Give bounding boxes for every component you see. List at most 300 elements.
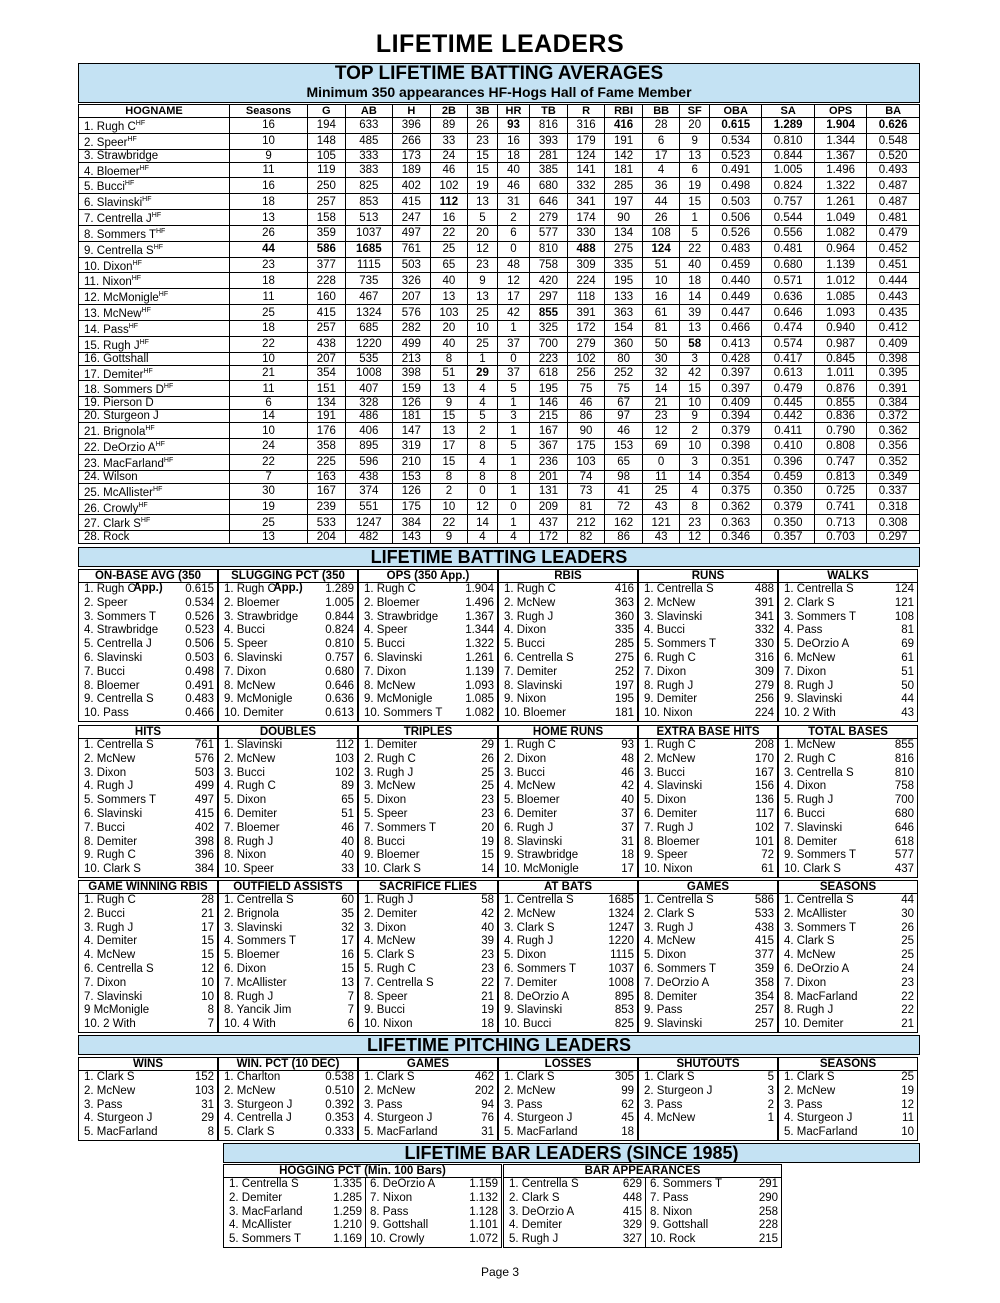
leader-row [639, 753, 777, 767]
stat-cell: 0.459 [710, 257, 762, 273]
leader-value: 10 [201, 990, 214, 1003]
stat-cell: 102 [567, 352, 605, 365]
column-header: RBI [605, 105, 643, 118]
leader-value: 10 [201, 976, 214, 989]
leader-value: 257 [754, 1018, 774, 1031]
leader-value: 291 [758, 1178, 778, 1190]
leader-value: 42 [621, 780, 634, 793]
leader-value: 121 [894, 596, 914, 609]
stat-cell: 0.391 [867, 381, 920, 397]
page-title: LIFETIME LEADERS [375, 30, 625, 58]
leader-row [504, 1178, 781, 1192]
stat-cell: 1.049 [814, 210, 866, 226]
leader-value: 40 [341, 849, 354, 862]
stat-cell: 467 [345, 289, 393, 305]
leader-row [219, 652, 357, 666]
leader-value: 15 [341, 962, 354, 975]
stat-cell: 181 [393, 410, 431, 423]
leader-name: 10. Clark S [784, 863, 841, 876]
hall-of-fame-mark: HF [151, 212, 162, 220]
leader-row [499, 780, 637, 794]
stat-cell: 201 [530, 470, 568, 483]
leader-value: 21 [481, 990, 494, 1003]
leader-name: 10. 4 With [224, 1018, 276, 1031]
leader-value: 202 [474, 1084, 494, 1097]
leader-block [778, 569, 918, 722]
leader-row [79, 739, 217, 753]
column-header: OBA [710, 105, 762, 118]
stat-cell: 42 [680, 365, 710, 381]
leader-value: 3 [767, 1084, 774, 1097]
stat-cell: 1 [497, 320, 529, 336]
stat-cell: 124 [567, 149, 605, 162]
stat-cell: 535 [345, 352, 393, 365]
leader-value: 224 [754, 707, 774, 720]
leader-name: 8. Pass [365, 1206, 457, 1220]
leader-row [504, 1192, 781, 1206]
leader-name: 3. Pass [784, 1098, 823, 1111]
stat-cell: 10 [230, 352, 308, 365]
leader-block [638, 1057, 778, 1141]
stat-cell: 11 [230, 381, 308, 397]
leader-value: 15 [201, 949, 214, 962]
leader-list [78, 738, 218, 878]
leader-name: 1. Centrella S [229, 1178, 299, 1190]
leader-row [639, 922, 777, 936]
leader-value: 0.392 [325, 1098, 354, 1111]
player-name: 4. Bloemer [84, 165, 140, 178]
stat-cell: 22 [430, 515, 468, 531]
leader-block-title: GAMES [358, 1057, 498, 1070]
stat-cell: 266 [393, 133, 431, 149]
leader-name: 10. Rock [645, 1233, 737, 1247]
leader-name: 6. Dixon [224, 962, 267, 975]
leader-list [498, 582, 638, 722]
stat-cell: 485 [345, 133, 393, 149]
leader-value: 0.646 [325, 679, 354, 692]
stat-cell: 1.496 [814, 162, 866, 178]
stat-cell: 112 [430, 194, 468, 210]
leader-value: 0.526 [185, 610, 214, 623]
batting-avg-table [78, 104, 920, 544]
leader-name: 5. Dixon [364, 794, 407, 807]
leader-name: 1. Rugh C [364, 583, 416, 595]
stat-cell: 13 [680, 320, 710, 336]
leader-name: 5. Bloemer [504, 794, 560, 807]
stat-cell: 1 [497, 483, 529, 499]
leader-value: 629 [622, 1178, 642, 1190]
leader-name: 8. Rugh J [784, 679, 834, 692]
table-row [79, 423, 920, 439]
leader-row [779, 808, 917, 822]
leader-row [499, 836, 637, 850]
table-row [79, 273, 920, 289]
stat-cell: 22 [430, 225, 468, 241]
stat-cell: 0.363 [710, 515, 762, 531]
stat-cell: 551 [345, 499, 393, 515]
stat-cell: 5 [680, 225, 710, 241]
table-row [79, 305, 920, 321]
leader-list [638, 582, 778, 722]
stat-cell: 22 [680, 241, 710, 257]
stat-cell: 895 [345, 439, 393, 455]
stat-cell: 22 [230, 336, 308, 352]
stat-cell: 333 [345, 149, 393, 162]
leader-row [359, 638, 497, 652]
leader-name: 1. Centrella S [644, 894, 714, 906]
leader-value: 853 [614, 1004, 634, 1017]
leader-row [779, 935, 917, 949]
stat-cell: 194 [308, 118, 346, 134]
leader-name: 5. Bucci [504, 638, 545, 651]
stat-cell: 0.357 [762, 531, 814, 544]
leader-value: 43 [901, 707, 914, 720]
leader-row [639, 666, 777, 680]
stat-cell: 0.413 [710, 336, 762, 352]
leader-row [639, 935, 777, 949]
leader-name: 10. McMonigle [504, 863, 579, 876]
column-header: Seasons [230, 105, 308, 118]
leader-value: 21 [901, 1018, 914, 1031]
table-row [79, 320, 920, 336]
table-row [79, 470, 920, 483]
leader-value: 7 [347, 990, 354, 1003]
leader-name: 3. Pass [364, 1098, 403, 1111]
leader-list [218, 582, 358, 722]
stat-cell: 0.354 [710, 470, 762, 483]
stat-cell: 20 [430, 320, 468, 336]
leader-value: 258 [758, 1205, 778, 1218]
leader-value: 0.613 [325, 707, 354, 720]
leader-row [79, 963, 217, 977]
leader-row [79, 707, 217, 721]
stat-cell: 437 [530, 515, 568, 531]
stat-cell: 0.680 [762, 257, 814, 273]
leader-name: 5. Dixon [224, 794, 267, 807]
hall-of-fame-mark: HF [127, 135, 137, 143]
leader-list [503, 1177, 782, 1248]
leader-row [219, 949, 357, 963]
leader-value: 354 [754, 990, 774, 1003]
hall-of-fame-mark: HF [156, 227, 166, 235]
stat-cell: 25 [430, 241, 468, 257]
leader-row [499, 707, 637, 721]
leader-list [778, 738, 918, 878]
leader-row [219, 1018, 357, 1032]
leader-value: 26 [481, 752, 494, 765]
leader-name: 4. Centrella J [224, 1112, 292, 1125]
leader-row [779, 693, 917, 707]
leader-value: 761 [194, 739, 214, 751]
leader-name: 8. Nixon [645, 1206, 737, 1220]
stat-cell: 1 [468, 352, 498, 365]
stat-cell: 0.747 [814, 454, 866, 470]
leader-name: 4. Rugh J [504, 935, 554, 948]
stat-cell: 367 [530, 439, 568, 455]
stat-cell: 363 [605, 305, 643, 321]
leader-value: 181 [614, 707, 634, 720]
stat-cell: 147 [393, 423, 431, 439]
leader-name: 5. Rugh C [364, 962, 416, 975]
leader-value: 0.510 [325, 1084, 354, 1097]
stat-cell: 0.544 [762, 210, 814, 226]
stat-cell: 8 [430, 470, 468, 483]
leader-list [358, 582, 498, 722]
leader-value: 22 [481, 976, 494, 989]
stat-cell: 72 [605, 499, 643, 515]
stat-cell: 15 [430, 410, 468, 423]
stat-cell: 23 [680, 515, 710, 531]
stat-cell: 16 [230, 178, 308, 194]
leader-row [639, 1071, 777, 1085]
stat-cell: 207 [308, 352, 346, 365]
leader-name: 2. Demiter [229, 1191, 283, 1204]
leader-value: 1220 [608, 935, 634, 948]
stat-cell: 1 [497, 515, 529, 531]
leader-row [779, 597, 917, 611]
leader-row [639, 908, 777, 922]
leader-row [219, 935, 357, 949]
leader-name: 4. Sturgeon J [784, 1112, 853, 1125]
stat-cell: 0.352 [867, 454, 920, 470]
leader-value: 1.093 [465, 679, 494, 692]
stat-cell: 0.356 [867, 439, 920, 455]
column-header: HR [497, 105, 529, 118]
leader-value: 32 [341, 921, 354, 934]
batting-leaders-title: LIFETIME BATTING LEADERS [78, 547, 920, 567]
leader-value: 0.503 [185, 651, 214, 664]
leader-value: 1.285 [333, 1191, 362, 1204]
stat-cell: 680 [530, 178, 568, 194]
stat-cell: 10 [680, 397, 710, 410]
stat-cell: 26 [468, 118, 498, 134]
stat-cell: 3 [680, 352, 710, 365]
stat-cell: 1.011 [814, 365, 866, 381]
leader-row [499, 753, 637, 767]
leader-value: 396 [194, 849, 214, 862]
stat-cell: 398 [393, 365, 431, 381]
stat-cell: 153 [605, 439, 643, 455]
leader-row [499, 680, 637, 694]
leader-name: 4. Rugh C [224, 780, 276, 793]
stat-cell: 236 [530, 454, 568, 470]
stat-cell: 0 [497, 352, 529, 365]
leader-name: 5. MacFarland [84, 1126, 158, 1139]
stat-cell: 90 [605, 210, 643, 226]
leader-value: 102 [754, 821, 774, 834]
leader-row [79, 894, 217, 908]
leader-name: 3. Rugh J [644, 921, 694, 934]
leader-value: 29 [481, 739, 494, 751]
leader-row [79, 611, 217, 625]
leader-name: 1. Centrella S [644, 583, 714, 595]
page-footer: Page 3 [480, 1265, 520, 1279]
table-row [79, 454, 920, 470]
stat-cell: 4 [497, 531, 529, 544]
leader-name: 4. McAllister [229, 1219, 292, 1232]
stat-cell: 758 [530, 257, 568, 273]
leader-block-title: TOTAL BASES [778, 725, 918, 738]
leader-block [78, 880, 218, 1033]
player-name: 20. Sturgeon J [84, 410, 159, 423]
stat-cell: 1.082 [814, 225, 866, 241]
hall-of-fame-mark: HF [138, 501, 148, 509]
leader-value: 103 [194, 1084, 214, 1097]
stat-cell: 415 [308, 305, 346, 321]
leader-value: 416 [614, 583, 634, 595]
stat-cell: 179 [567, 133, 605, 149]
leader-value: 108 [894, 610, 914, 623]
leader-row [499, 794, 637, 808]
stat-cell: 10 [680, 439, 710, 455]
stat-cell: 257 [308, 194, 346, 210]
leader-row [779, 1085, 917, 1099]
stat-cell: 0.442 [762, 410, 814, 423]
leader-name: 2. Demiter [364, 907, 418, 920]
leader-block [638, 569, 778, 722]
stat-cell: 383 [345, 162, 393, 178]
leader-name: 4. Bucci [644, 624, 685, 637]
stat-cell: 13 [430, 381, 468, 397]
hall-of-fame-mark: HF [155, 441, 165, 449]
table-row [79, 410, 920, 423]
stat-cell: 173 [393, 149, 431, 162]
leader-value: 39 [481, 935, 494, 948]
leader-row [499, 908, 637, 922]
table-row [79, 531, 920, 544]
leader-name: 3. Dixon [84, 766, 127, 779]
leader-block [358, 725, 498, 878]
leader-row [79, 1112, 217, 1126]
leader-block-title: WALKS [778, 569, 918, 582]
stat-cell: 8 [468, 439, 498, 455]
leader-name: 3. DeOrzio A [509, 1205, 575, 1218]
leader-row [219, 894, 357, 908]
stat-cell: 0.417 [762, 352, 814, 365]
leader-value: 0.615 [185, 583, 214, 595]
leader-row [359, 922, 497, 936]
leader-name: 5. Centrella J [84, 638, 152, 651]
leader-value: 1.289 [325, 583, 354, 595]
leader-value: 40 [621, 794, 634, 807]
leader-value: 1.072 [469, 1233, 498, 1246]
stat-cell: 18 [497, 149, 529, 162]
stat-cell: 3 [497, 410, 529, 423]
stat-cell: 134 [605, 225, 643, 241]
stat-cell: 44 [642, 194, 680, 210]
leader-row [224, 1219, 501, 1233]
stat-cell: 0.523 [710, 149, 762, 162]
leader-block [223, 1164, 502, 1248]
leader-name: 2. McNew [364, 1084, 416, 1097]
stat-cell: 0.498 [710, 178, 762, 194]
leader-list [498, 893, 638, 1033]
leader-value: 1115 [610, 949, 634, 962]
leader-name: 5. Speer [224, 638, 268, 651]
stat-cell: 10 [468, 320, 498, 336]
leader-list [218, 1070, 358, 1141]
leader-row [359, 991, 497, 1005]
leader-value: 275 [614, 651, 634, 664]
leader-name: 5. Clark S [364, 949, 415, 962]
leader-row [499, 739, 637, 753]
leader-row [779, 894, 917, 908]
leader-name: 10. Bloemer [504, 707, 567, 720]
leader-name: 8. Rugh J [224, 835, 274, 848]
leader-name: 3. Rugh J [504, 610, 554, 623]
stat-cell: 0.626 [867, 118, 920, 134]
table-row [79, 210, 920, 226]
stat-cell: 0.526 [710, 225, 762, 241]
leader-name: 1. Rugh C [84, 583, 136, 595]
leader-value: 81 [901, 624, 914, 637]
player-name-cell [79, 273, 230, 289]
table-row [79, 194, 920, 210]
column-header: AB [345, 105, 393, 118]
stat-cell: 4 [468, 397, 498, 410]
leader-row [639, 680, 777, 694]
leader-name: 1. Centrella S [224, 894, 294, 906]
leader-name: 6. Slavinski [364, 651, 423, 664]
leader-row [639, 822, 777, 836]
leader-name: 5. Sommers T [644, 638, 716, 651]
leader-name: 4. Rugh J [84, 780, 134, 793]
stat-cell: 486 [345, 410, 393, 423]
leader-value: 136 [754, 794, 774, 807]
leader-name: 1. Charlton [224, 1071, 281, 1083]
table-row [79, 289, 920, 305]
stat-cell: 6 [497, 225, 529, 241]
leader-name: 9. Speer [644, 849, 688, 862]
stat-cell: 513 [345, 210, 393, 226]
stat-cell: 46 [567, 397, 605, 410]
player-name: 6. Slavinski [84, 197, 143, 210]
stat-cell: 0.412 [867, 320, 920, 336]
leader-value: 11 [902, 1112, 914, 1125]
leader-value: 360 [614, 610, 634, 623]
leader-name: 8. DeOrzio A [504, 990, 570, 1003]
stat-cell: 25 [642, 483, 680, 499]
stat-cell: 67 [605, 397, 643, 410]
leader-value: 402 [194, 821, 214, 834]
leader-row [79, 597, 217, 611]
leader-name: 9. Pass [644, 1004, 683, 1017]
stat-cell: 9 [430, 397, 468, 410]
leader-value: 0.466 [185, 707, 214, 720]
stat-cell: 330 [567, 225, 605, 241]
stat-cell: 162 [605, 515, 643, 531]
table-row [79, 133, 920, 149]
leader-value: 44 [901, 894, 914, 906]
leader-value: 1324 [608, 907, 634, 920]
leader-value: 1.169 [333, 1233, 362, 1246]
leader-row [219, 963, 357, 977]
leader-row [499, 1085, 637, 1099]
leader-row [359, 780, 497, 794]
stat-cell: 46 [497, 178, 529, 194]
leader-name: 10. Bucci [504, 1018, 552, 1031]
leader-name: 6. Demiter [504, 807, 558, 820]
stat-cell: 328 [345, 397, 393, 410]
leader-value: 335 [614, 624, 634, 637]
stat-cell: 75 [567, 381, 605, 397]
leader-value: 359 [754, 962, 774, 975]
stat-cell: 1.005 [762, 162, 814, 178]
player-name: 21. Brignola [84, 426, 146, 439]
stat-cell: 16 [497, 133, 529, 149]
leader-row [219, 624, 357, 638]
leader-name: 10. Nixon [644, 707, 693, 720]
